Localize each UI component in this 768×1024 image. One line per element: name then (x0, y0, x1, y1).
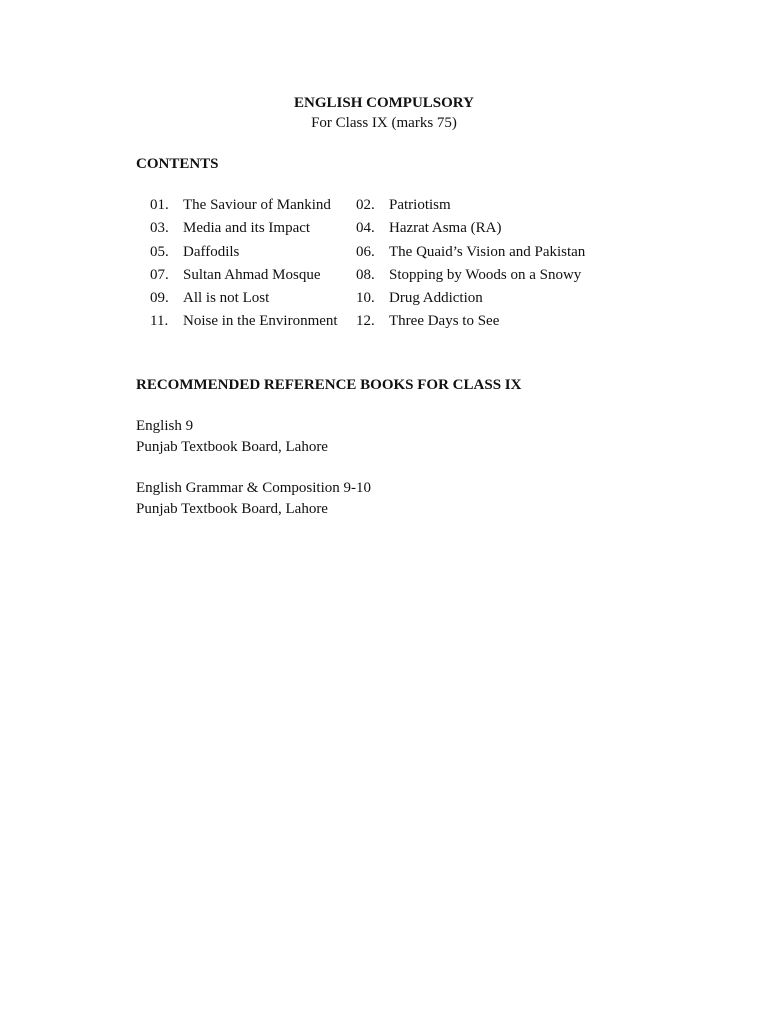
chapter-number: 07. (150, 266, 169, 283)
chapter-title: Noise in the Environment (183, 313, 338, 330)
contents-table (150, 195, 630, 335)
chapter-number: 10. (356, 290, 375, 307)
chapter-title: All is not Lost (183, 290, 270, 307)
reference-book (136, 416, 328, 457)
chapter-title: Patriotism (389, 197, 451, 213)
contents-row (150, 195, 630, 218)
contents-heading: CONTENTS (136, 156, 219, 172)
chapter-title: Stopping by Woods on a Snowy (389, 266, 582, 283)
page-title: ENGLISH COMPULSORY (294, 95, 474, 111)
chapter-number: 01. (150, 197, 169, 213)
chapter-number: 06. (356, 243, 375, 260)
chapter-number: 03. (150, 220, 169, 237)
contents-row (150, 311, 630, 334)
reference-books-heading: RECOMMENDED REFERENCE BOOKS FOR CLASS IX (136, 377, 522, 393)
chapter-title: Sultan Ahmad Mosque (183, 266, 321, 283)
chapter-number: 11. (150, 313, 169, 330)
chapter-number: 08. (356, 266, 375, 283)
page-subtitle: For Class IX (marks 75) (311, 115, 457, 131)
chapter-title: Daffodils (183, 243, 240, 260)
chapter-number: 12. (356, 313, 375, 330)
contents-row (150, 242, 630, 265)
chapter-title: Hazrat Asma (RA) (389, 220, 502, 237)
chapter-title: The Saviour of Mankind (183, 197, 331, 213)
book-title: English 9 (136, 418, 194, 434)
reference-book (136, 478, 371, 519)
chapter-title: Drug Addiction (389, 290, 483, 307)
book-title: English Grammar & Composition 9-10 (136, 480, 371, 496)
chapter-number: 09. (150, 290, 169, 307)
chapter-number: 02. (356, 197, 375, 213)
book-publisher: Punjab Textbook Board, Lahore (136, 500, 328, 517)
chapter-number: 04. (356, 220, 375, 237)
chapter-title: Media and its Impact (183, 220, 311, 237)
book-publisher: Punjab Textbook Board, Lahore (136, 438, 328, 455)
chapter-number: 05. (150, 243, 169, 260)
chapter-title: Three Days to See (389, 313, 500, 330)
contents-row (150, 218, 630, 241)
contents-row (150, 288, 630, 311)
contents-row (150, 265, 630, 288)
chapter-title: The Quaid’s Vision and Pakistan (389, 243, 586, 260)
